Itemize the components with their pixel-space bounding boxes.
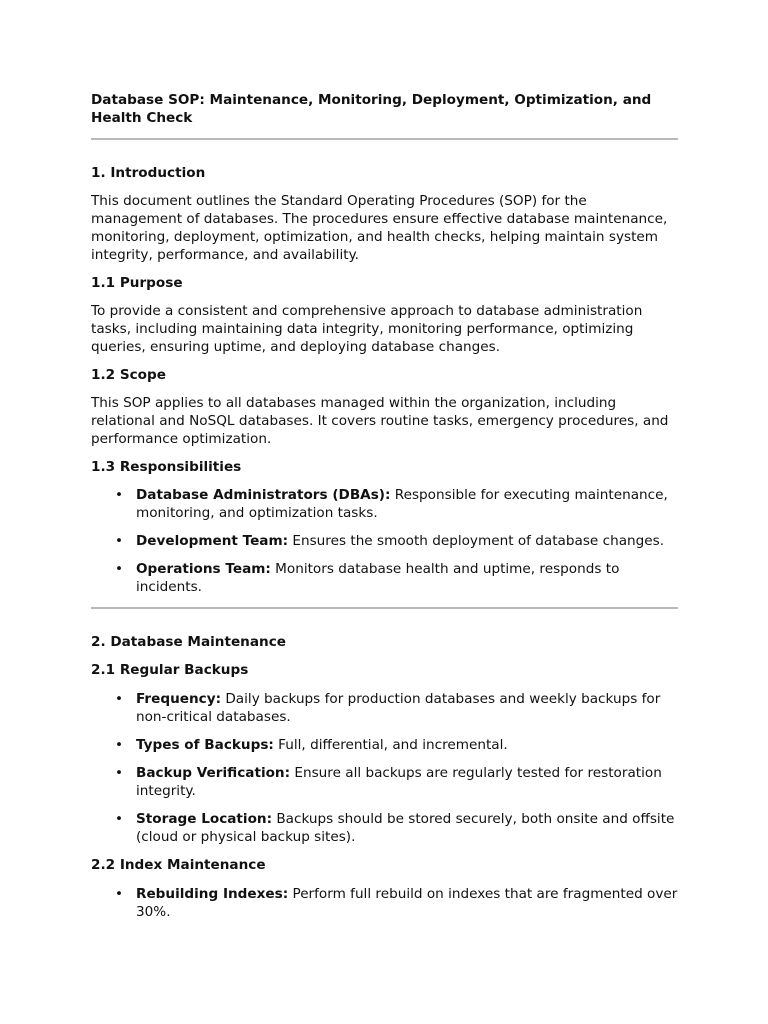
list-item — [136, 532, 678, 550]
subsection-heading-purpose: 1.1 Purpose — [91, 275, 183, 291]
scope-paragraph: This SOP applies to all databases managed within the organization, including relational and NoSQL databases. It covers routine tasks, emergency procedures, and performance optimization. — [91, 395, 669, 447]
list-item-lead: Storage Location: — [136, 811, 273, 827]
list-item-text: Full, differential, and incremental. — [273, 737, 508, 753]
subsection-heading-responsibilities: 1.3 Responsibilities — [91, 459, 242, 475]
list-item — [136, 690, 678, 726]
indexes-list — [91, 885, 678, 921]
list-item-lead: Development Team: — [136, 533, 289, 549]
list-item-lead: Backup Verification: — [136, 765, 291, 781]
list-item — [136, 810, 678, 846]
backups-list — [91, 690, 678, 846]
list-item — [136, 764, 678, 800]
section-heading-maintenance: 2. Database Maintenance — [91, 634, 286, 650]
responsibilities-list — [91, 486, 678, 596]
list-item-text: Responsible for executing maintenance, monitoring, and optimization tasks. — [136, 487, 668, 521]
list-item-lead: Operations Team: — [136, 561, 271, 577]
list-item-text: Monitors database health and uptime, responds to incidents. — [136, 561, 620, 595]
section-heading-introduction: 1. Introduction — [91, 165, 206, 181]
list-item-text: Ensure all backups are regularly tested for restoration integrity. — [136, 765, 662, 799]
list-item — [136, 560, 678, 596]
section-divider — [91, 607, 678, 609]
list-item-text: Backups should be stored securely, both onsite and offsite (cloud or physical backup sites). — [136, 811, 675, 845]
list-item-text: Ensures the smooth deployment of database changes. — [288, 533, 665, 549]
list-item-text: Daily backups for production databases and weekly backups for non-critical databases. — [136, 691, 661, 725]
list-item — [136, 736, 678, 754]
subsection-heading-indexes: 2.2 Index Maintenance — [91, 857, 266, 873]
list-item-lead: Database Administrators (DBAs): — [136, 487, 391, 503]
list-item-lead: Rebuilding Indexes: — [136, 886, 289, 902]
list-item — [136, 885, 678, 921]
subsection-heading-backups: 2.1 Regular Backups — [91, 662, 249, 678]
subsection-heading-scope: 1.2 Scope — [91, 367, 166, 383]
list-item — [136, 486, 678, 522]
purpose-paragraph: To provide a consistent and comprehensive approach to database administration tasks, including maintaining data integrity, monitoring performance, optimizing queries, ensuring uptime, and deploying database changes. — [91, 303, 643, 355]
list-item-lead: Types of Backups: — [136, 737, 274, 753]
document-title: Database SOP: Maintenance, Monitoring, Deployment, Optimization, and Health Check — [91, 92, 652, 126]
list-item-text: Perform full rebuild on indexes that are fragmented over 30%. — [136, 886, 678, 920]
introduction-paragraph: This document outlines the Standard Operating Procedures (SOP) for the management of databases. The procedures ensure effective database maintenance, monitoring, deployment, optimization, and health checks, helping maintain system integrity, performance, and availability. — [91, 193, 668, 263]
section-divider — [91, 138, 678, 140]
list-item-lead: Frequency: — [136, 691, 222, 707]
